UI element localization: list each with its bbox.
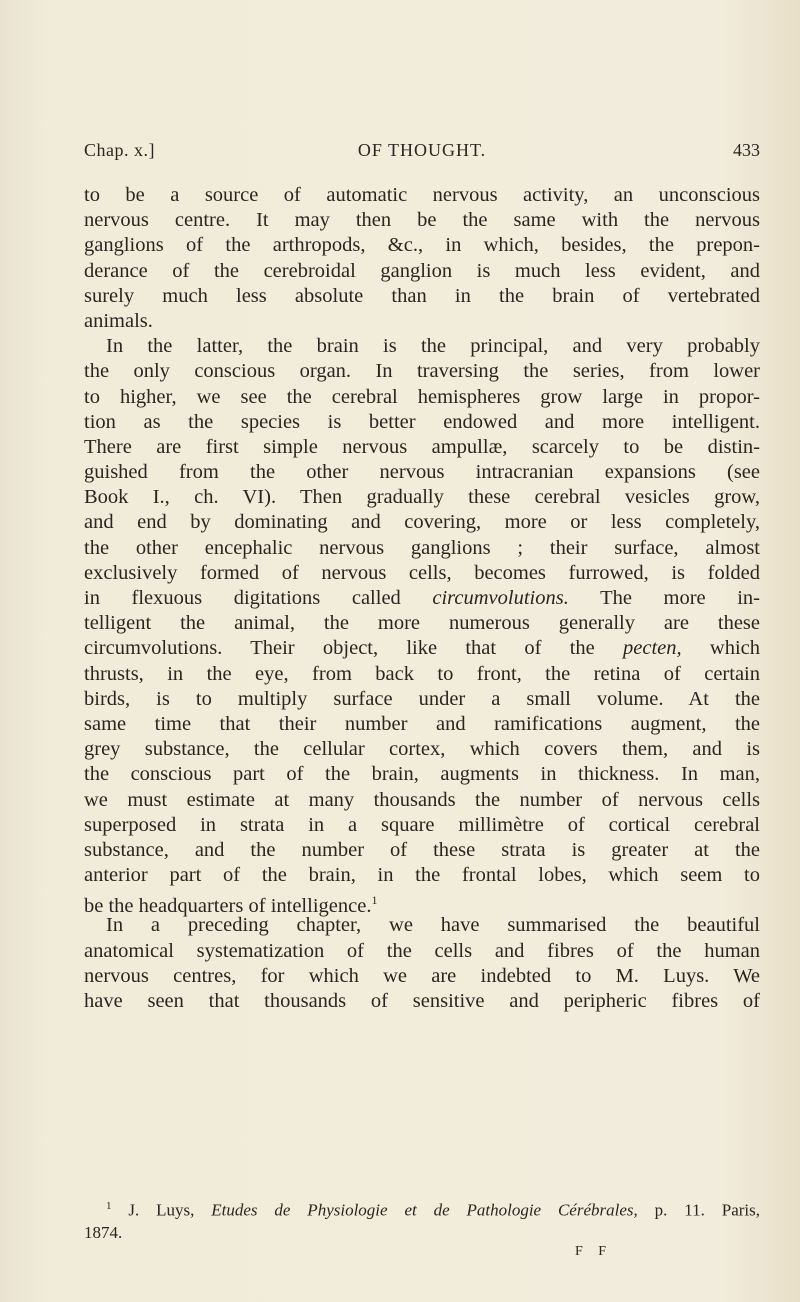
text-line: have seen that thousands of sensitive and peripheric fibres of [84, 990, 760, 1012]
text-line: same time that their number and ramifications augment, the [84, 712, 760, 735]
footnote-marker: 1 [106, 1200, 112, 1212]
text-line: the other encephalic nervous ganglions ; their surface, almost [84, 536, 760, 559]
text-line: In the latter, the brain is the principal, and very probably [106, 335, 760, 358]
text-line: nervous centres, for which we are indebted to M. Luys. We [84, 964, 760, 987]
text-line: anatomical systematization of the cells and fibres of the human [84, 939, 760, 962]
italic-term: pecten, [623, 637, 682, 660]
text-line: anterior part of the brain, in the frontal lobes, which seem to [84, 864, 760, 887]
text-line: derance of the cerebroidal ganglion is much less evident, and [84, 259, 760, 282]
text-line: superposed in strata in a square millimètre of cortical cerebral [84, 813, 760, 836]
footnote-line [84, 1195, 760, 1222]
footnote-rest: p. 11. Paris, [654, 1200, 761, 1220]
text-line: In a preceding chapter, we have summarised the beautiful [106, 914, 760, 937]
footnote-author: J. Luys, [128, 1200, 195, 1220]
text-line: guished from the other nervous intracranian expansions (see [84, 461, 760, 484]
text-line: we must estimate at many thousands the number of nervous cells [84, 788, 760, 811]
text-line: tion as the species is better endowed and more intelligent. [84, 410, 760, 433]
text-line: Book I., ch. VI). Then gradually these cerebral vesicles grow, [84, 486, 760, 509]
text-line [84, 888, 760, 918]
text-line: to be a source of automatic nervous activity, an unconscious [84, 184, 760, 206]
text-line: ganglions of the arthropods, &c., in which, besides, the prepon- [84, 234, 760, 257]
text-line: grey substance, the cellular cortex, which covers them, and is [84, 738, 760, 761]
text-line: surely much less absolute than in the brain of vertebrated [84, 284, 760, 307]
text-line: animals. [84, 309, 153, 332]
text-line [84, 586, 760, 611]
text-segment: circumvolutions. Their object, like that of the [84, 637, 595, 660]
text-line: the only conscious organ. In traversing the series, from lower [84, 360, 760, 383]
text-segment: which [709, 637, 761, 660]
text-line: birds, is to multiply surface under a small volume. At the [84, 687, 760, 710]
text-line: thrusts, in the eye, from back to front, the retina of certain [84, 662, 760, 685]
running-header [84, 140, 760, 170]
text-line: There are first simple nervous ampullæ, scarcely to be distin- [84, 435, 760, 458]
text-line: the conscious part of the brain, augments in thickness. In man, [84, 763, 760, 786]
text-line: nervous centre. It may then be the same with the nervous [84, 209, 760, 232]
text-line: and end by dominating and covering, more or less completely, [84, 511, 760, 534]
italic-term: circumvolutions. [432, 587, 569, 609]
signature-mark: F F [575, 1244, 613, 1259]
text-segment: in flexuous digitations called [84, 587, 401, 609]
text-segment: The more in- [600, 587, 760, 609]
text-line: to higher, we see the cerebral hemispheres grow large in propor- [84, 385, 760, 408]
text-line: exclusively formed of nervous cells, becomes furrowed, is folded [84, 561, 760, 584]
footnote-line: 1874. [84, 1222, 123, 1242]
text-line: substance, and the number of these strata is greater at the [84, 838, 760, 861]
text-line: telligent the animal, the more numerous generally are these [84, 612, 760, 635]
running-title: OF THOUGHT. [357, 140, 487, 160]
page-number: 433 [733, 140, 760, 160]
footnote-ref: 1 [371, 893, 378, 908]
footnote-title: Etudes de Physiologie et de Pathologie Cérébrales, [211, 1200, 638, 1220]
text-line [84, 636, 760, 661]
text-segment: be the headquarters of intelligence. [84, 895, 372, 918]
chapter-label: Chap. x.] [84, 140, 155, 160]
footnote [84, 1195, 760, 1244]
body-text [84, 183, 760, 1014]
